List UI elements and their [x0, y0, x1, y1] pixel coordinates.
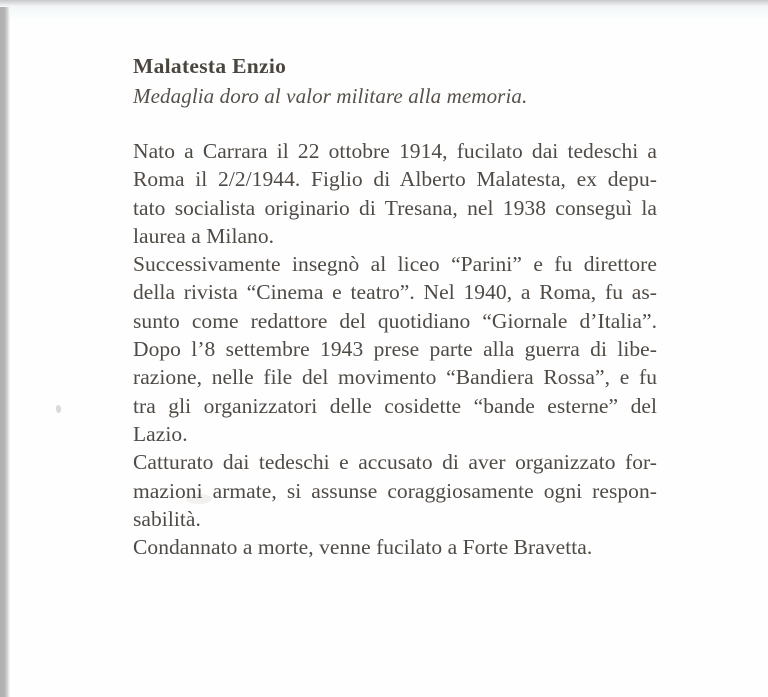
body-line: Condannato a morte, venne fucilato a Forte Bravetta. — [133, 535, 593, 560]
scan-edge-shadow-left — [0, 0, 10, 697]
scan-tint-band — [10, 6, 768, 20]
body-line: sabilità. — [133, 506, 201, 531]
page-title: Malatesta Enzio — [133, 54, 287, 78]
body-line: Nato a Carrara il 22 ottobre 1914, fucilato dai tedeschi a — [133, 139, 657, 163]
body-line: Catturato dai tedeschi e accusato di aver organizzato for- — [133, 450, 657, 475]
body-line: della rivista “Cinema e teatro”. Nel 1940, a Roma, fu as- — [133, 280, 657, 305]
body-line: Dopo l’8 settembre 1943 prese parte alla guerra di libe- — [133, 337, 657, 362]
body-line: Lazio. — [133, 421, 188, 446]
body-text — [133, 137, 657, 561]
scan-speck-artifact — [56, 405, 61, 413]
body-line: Roma il 2/2/1944. Figlio di Alberto Malatesta, ex depu- — [133, 167, 657, 192]
body-line: laurea a Milano. — [133, 223, 275, 248]
body-line: Successivamente insegnò al liceo “Parini” e fu direttore — [133, 252, 657, 277]
body-line: mazioni armate, si assunse coraggiosamente ogni respon- — [133, 478, 657, 503]
page-content — [133, 52, 657, 561]
body-line: tato socialista originario di Tresana, nel 1938 conseguì la — [133, 195, 657, 220]
page-subtitle: Medaglia doro al valor militare alla memoria. — [133, 84, 528, 108]
body-line: tra gli organizzatori delle cosidette “bande esterne” del — [133, 393, 657, 418]
body-line: razione, nelle file del movimento “Bandiera Rossa”, e fu — [133, 365, 657, 390]
body-line: sunto come redattore del quotidiano “Giornale d’Italia”. — [133, 308, 657, 333]
